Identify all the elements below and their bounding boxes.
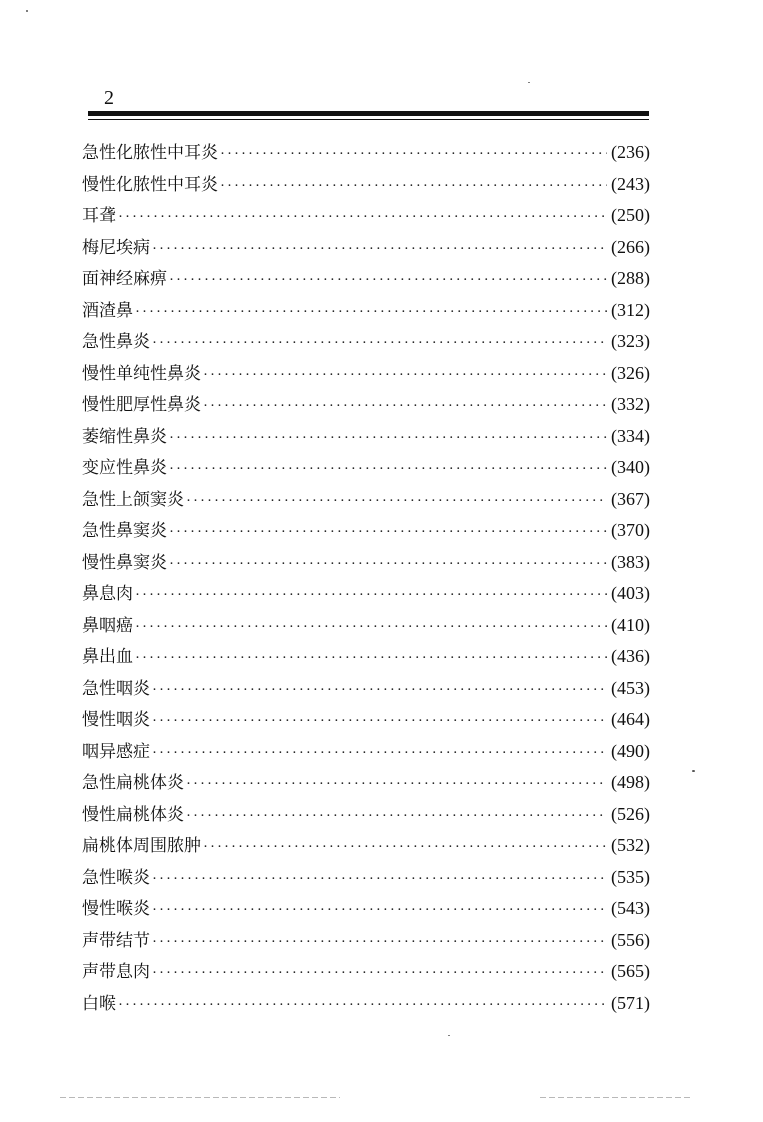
toc-entry-page: (498) bbox=[611, 772, 650, 792]
toc-dot-leader bbox=[152, 738, 607, 770]
toc-entry bbox=[82, 736, 650, 768]
toc-entry-title: 梅尼埃病 bbox=[82, 237, 150, 258]
toc-dot-leader bbox=[152, 328, 607, 360]
toc-entry-page: (250) bbox=[611, 205, 650, 225]
toc-dot-leader bbox=[135, 580, 607, 612]
toc-entry-title: 慢性肥厚性鼻炎 bbox=[82, 395, 201, 415]
toc-dot-leader bbox=[135, 643, 607, 675]
toc-entry-page: (565) bbox=[611, 961, 650, 981]
toc-dot-leader bbox=[152, 675, 607, 707]
toc-entry-title: 急性化脓性中耳炎 bbox=[82, 143, 218, 163]
toc-entry bbox=[82, 547, 650, 579]
toc-entry bbox=[82, 515, 650, 547]
header-rule-thick bbox=[88, 111, 649, 116]
toc-dot-leader bbox=[118, 990, 607, 1022]
toc-entry-page: (526) bbox=[611, 803, 650, 824]
toc-entry bbox=[82, 421, 650, 453]
toc-entry-page: (326) bbox=[611, 362, 650, 383]
toc-entry bbox=[82, 232, 650, 264]
toc-entry-page: (556) bbox=[611, 929, 650, 950]
toc-entry-page: (453) bbox=[611, 677, 650, 698]
toc-entry-title: 萎缩性鼻炎 bbox=[82, 426, 167, 447]
toc-entry bbox=[82, 988, 650, 1020]
toc-dot-leader bbox=[135, 297, 607, 329]
toc-entry-title: 慢性扁桃体炎 bbox=[82, 804, 184, 825]
toc-entry bbox=[82, 326, 650, 358]
toc-entry bbox=[82, 295, 650, 327]
toc-dot-leader bbox=[152, 958, 607, 990]
scan-speck bbox=[528, 82, 530, 83]
toc-entry bbox=[82, 610, 650, 642]
toc-dot-leader bbox=[152, 927, 607, 959]
toc-dot-leader bbox=[152, 895, 607, 927]
toc-entry-title: 咽异感症 bbox=[82, 741, 150, 762]
toc-entry-page: (490) bbox=[611, 740, 650, 761]
toc-entry-title: 急性喉炎 bbox=[82, 867, 150, 888]
table-of-contents bbox=[82, 137, 650, 1019]
toc-entry-page: (323) bbox=[611, 331, 650, 351]
toc-entry-title: 慢性单纯性鼻炎 bbox=[82, 363, 201, 384]
toc-entry bbox=[82, 673, 650, 705]
toc-entry bbox=[82, 169, 650, 201]
toc-entry-title: 急性咽炎 bbox=[82, 678, 150, 699]
scan-speck bbox=[448, 1035, 450, 1036]
toc-entry-page: (464) bbox=[611, 709, 650, 729]
toc-entry bbox=[82, 578, 650, 610]
toc-entry-page: (236) bbox=[611, 142, 650, 162]
toc-entry bbox=[82, 641, 650, 673]
toc-entry-title: 急性上颌窦炎 bbox=[82, 489, 184, 510]
toc-entry-page: (543) bbox=[611, 898, 650, 918]
toc-entry-page: (436) bbox=[611, 646, 650, 666]
toc-entry bbox=[82, 956, 650, 988]
toc-dot-leader bbox=[203, 360, 607, 392]
toc-entry-title: 酒渣鼻 bbox=[82, 300, 133, 321]
toc-entry-title: 急性鼻窦炎 bbox=[82, 521, 167, 541]
toc-entry-page: (532) bbox=[611, 835, 650, 855]
toc-entry-page: (312) bbox=[611, 299, 650, 320]
toc-dot-leader bbox=[135, 612, 607, 644]
toc-entry-page: (334) bbox=[611, 425, 650, 446]
toc-entry-title: 面神经麻痹 bbox=[82, 269, 167, 289]
toc-entry bbox=[82, 137, 650, 169]
toc-entry-page: (367) bbox=[611, 488, 650, 509]
toc-dot-leader bbox=[152, 864, 607, 896]
toc-entry bbox=[82, 389, 650, 421]
toc-entry-title: 慢性化脓性中耳炎 bbox=[82, 174, 218, 195]
toc-entry-title: 白喉 bbox=[82, 993, 116, 1014]
toc-dot-leader bbox=[220, 139, 607, 171]
scan-speck bbox=[26, 10, 28, 12]
toc-entry-title: 急性扁桃体炎 bbox=[82, 773, 184, 793]
toc-entry bbox=[82, 799, 650, 831]
toc-entry bbox=[82, 704, 650, 736]
toc-dot-leader bbox=[169, 423, 607, 455]
toc-entry bbox=[82, 263, 650, 295]
toc-entry-page: (332) bbox=[611, 394, 650, 414]
toc-entry bbox=[82, 925, 650, 957]
toc-entry bbox=[82, 200, 650, 232]
toc-entry-title: 鼻出血 bbox=[82, 647, 133, 667]
toc-entry bbox=[82, 452, 650, 484]
toc-entry-title: 慢性喉炎 bbox=[82, 899, 150, 919]
toc-entry bbox=[82, 358, 650, 390]
toc-entry-title: 急性鼻炎 bbox=[82, 332, 150, 352]
toc-entry-title: 声带结节 bbox=[82, 930, 150, 951]
toc-entry-page: (266) bbox=[611, 236, 650, 257]
toc-entry-title: 扁桃体周围脓肿 bbox=[82, 836, 201, 856]
toc-dot-leader bbox=[186, 769, 607, 801]
toc-entry-title: 声带息肉 bbox=[82, 962, 150, 982]
header-rule-thin bbox=[88, 119, 649, 120]
toc-dot-leader bbox=[152, 706, 607, 738]
scan-speck bbox=[692, 770, 695, 772]
toc-entry bbox=[82, 484, 650, 516]
toc-dot-leader bbox=[203, 391, 607, 423]
toc-dot-leader bbox=[220, 171, 607, 203]
toc-entry-page: (340) bbox=[611, 457, 650, 477]
scan-artifact-line bbox=[540, 1097, 690, 1098]
toc-entry-title: 慢性鼻窦炎 bbox=[82, 552, 167, 573]
toc-entry-title: 耳聋 bbox=[82, 206, 116, 226]
toc-dot-leader bbox=[169, 549, 607, 581]
toc-dot-leader bbox=[169, 517, 607, 549]
toc-dot-leader bbox=[118, 202, 607, 234]
toc-dot-leader bbox=[186, 486, 607, 518]
scan-artifact-line bbox=[60, 1097, 340, 1098]
toc-entry-page: (571) bbox=[611, 992, 650, 1013]
toc-entry-title: 鼻咽癌 bbox=[82, 615, 133, 636]
toc-entry-page: (243) bbox=[611, 173, 650, 194]
toc-entry-page: (383) bbox=[611, 551, 650, 572]
toc-entry-page: (288) bbox=[611, 268, 650, 288]
toc-entry bbox=[82, 767, 650, 799]
toc-entry-title: 变应性鼻炎 bbox=[82, 458, 167, 478]
toc-entry-page: (370) bbox=[611, 520, 650, 540]
toc-entry-page: (535) bbox=[611, 866, 650, 887]
toc-entry-title: 鼻息肉 bbox=[82, 584, 133, 604]
toc-entry bbox=[82, 862, 650, 894]
toc-dot-leader bbox=[186, 801, 607, 833]
toc-dot-leader bbox=[169, 454, 607, 486]
toc-entry bbox=[82, 893, 650, 925]
toc-entry-title: 慢性咽炎 bbox=[82, 710, 150, 730]
toc-dot-leader bbox=[152, 234, 607, 266]
toc-dot-leader bbox=[169, 265, 607, 297]
toc-dot-leader bbox=[203, 832, 607, 864]
page-number: 2 bbox=[104, 87, 114, 109]
toc-entry-page: (410) bbox=[611, 614, 650, 635]
toc-entry-page: (403) bbox=[611, 583, 650, 603]
toc-entry bbox=[82, 830, 650, 862]
